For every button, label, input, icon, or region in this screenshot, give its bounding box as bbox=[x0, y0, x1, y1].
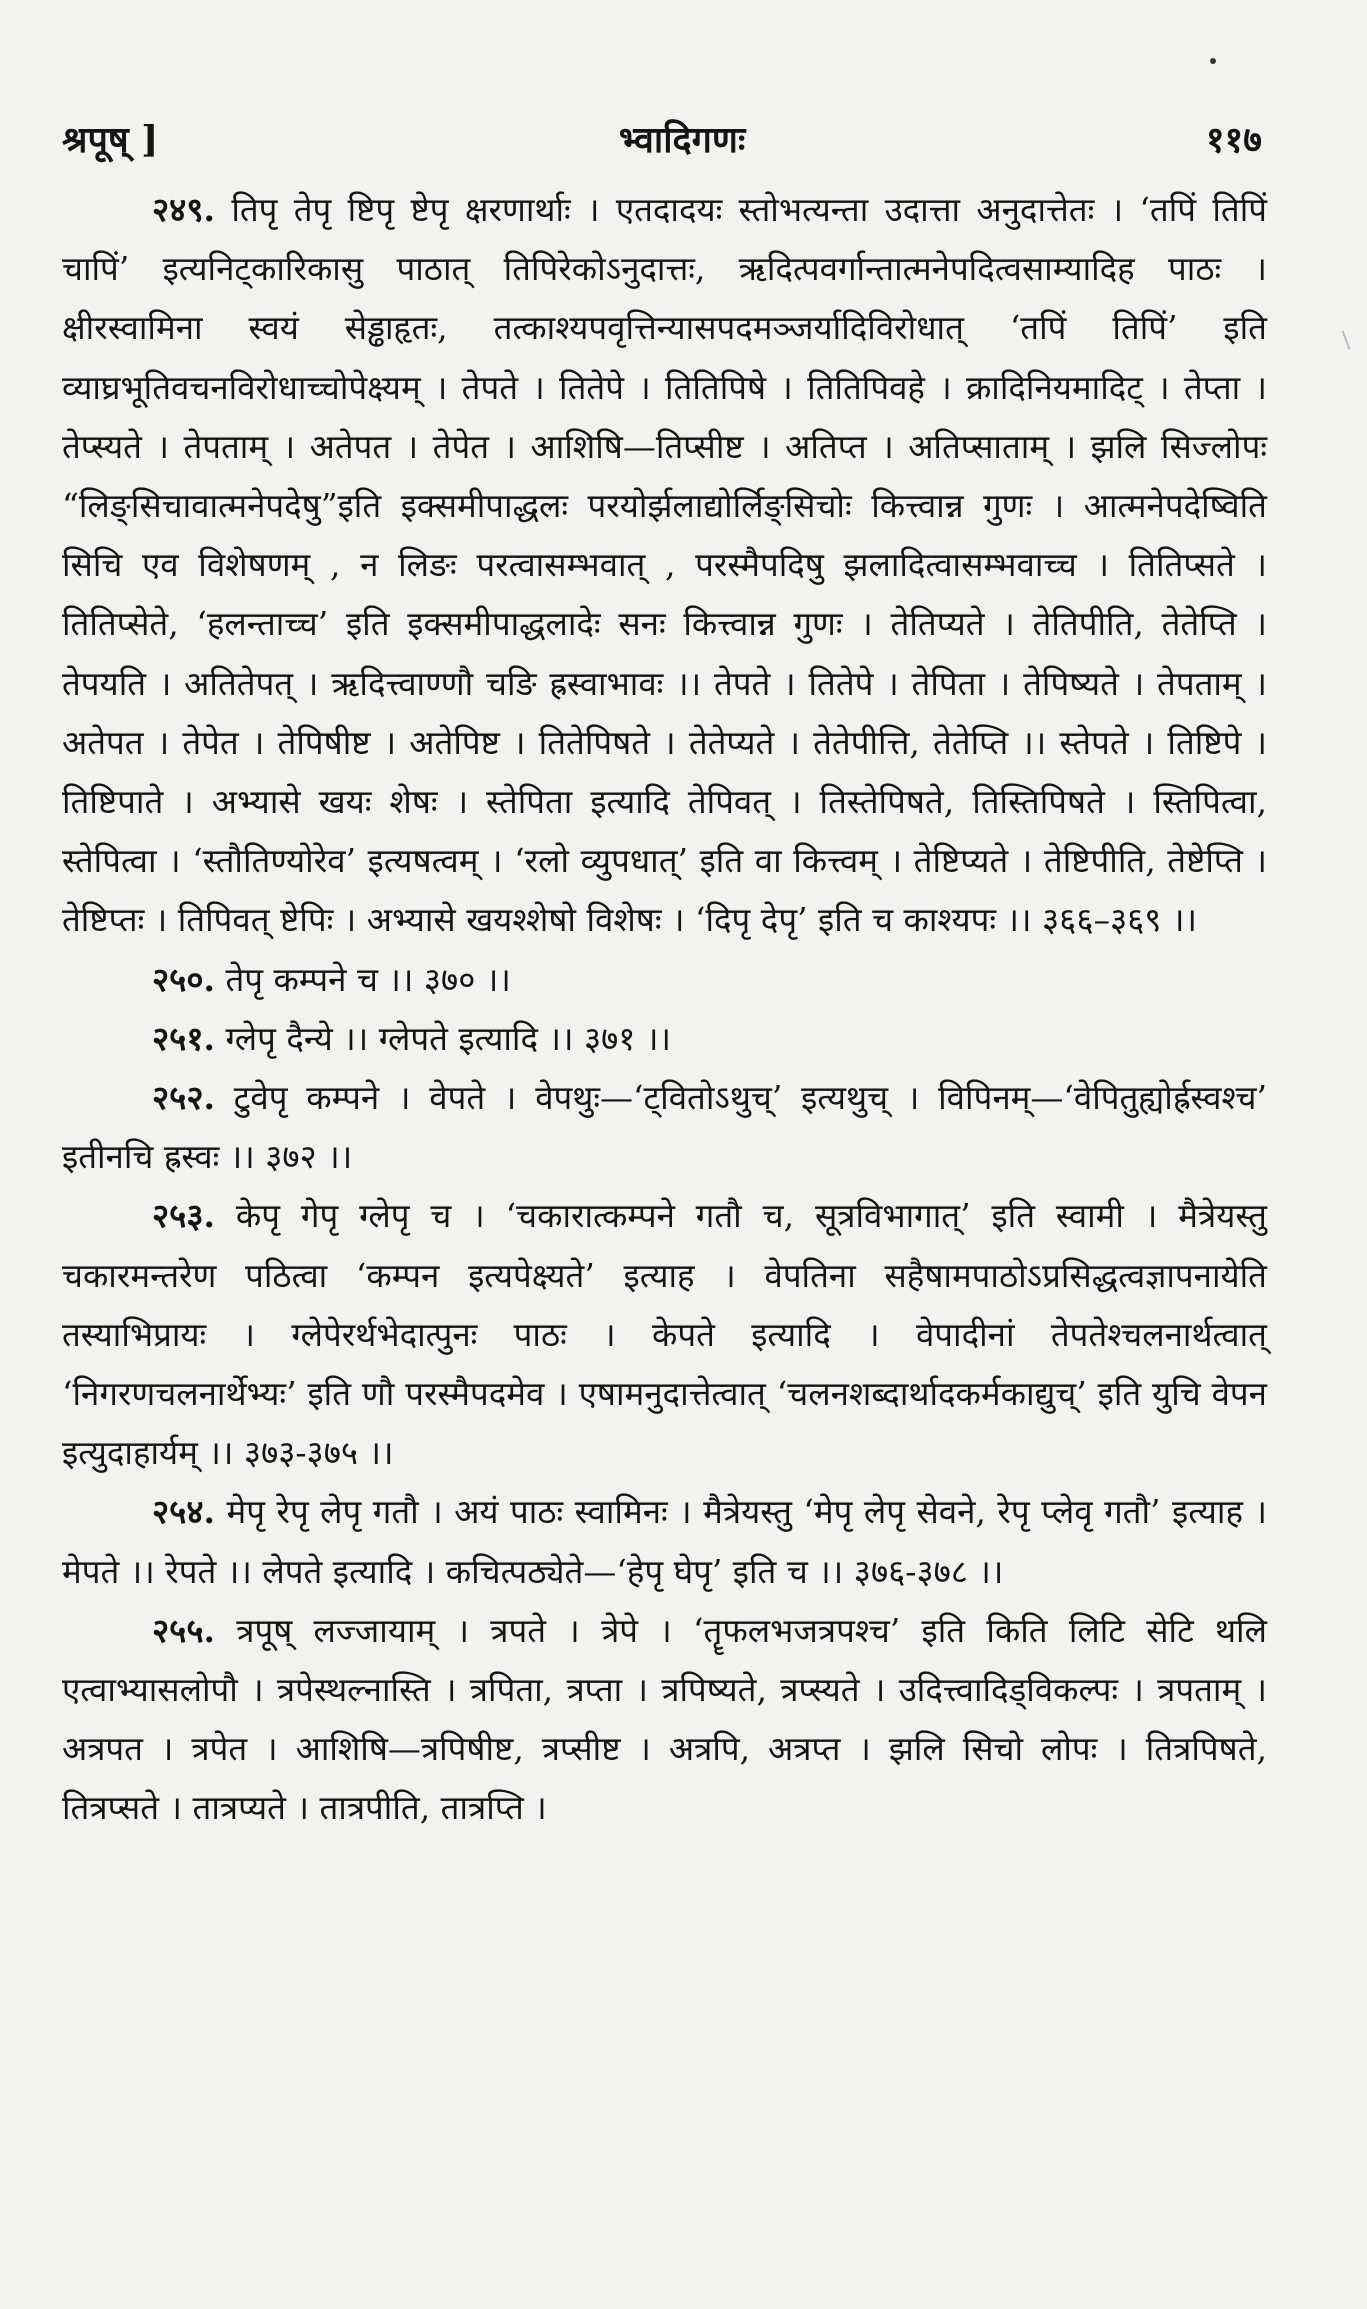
paragraph bbox=[62, 1009, 1267, 1068]
paragraph bbox=[62, 1186, 1267, 1482]
sutra-number: २४९. bbox=[152, 190, 215, 229]
page-number: ११७ bbox=[1205, 118, 1262, 161]
sutra-number: २५२. bbox=[152, 1078, 215, 1118]
paragraph bbox=[62, 1482, 1267, 1600]
ink-dot bbox=[1210, 58, 1216, 64]
sutra-number: २५०. bbox=[152, 959, 215, 999]
paragraph bbox=[62, 1601, 1267, 1838]
header-title: भ्वादिगणः bbox=[618, 118, 746, 161]
sutra-number: २५३. bbox=[152, 1196, 215, 1236]
header-left: श्रपूष् ] bbox=[62, 118, 159, 161]
sutra-number: २५५. bbox=[152, 1610, 215, 1650]
paragraph bbox=[62, 1068, 1267, 1186]
paragraph-text: मेपृ रेपृ लेपृ गतौ । अयं पाठः स्वामिनः । मैत्रेयस्तु ‘मेपृ लेपृ सेवने, रेपृ प्लेवृ गतौ’ इत्याह । मेपते ।। रेपते ।। लेपते इत्यादि । कचित्पठ्येते—‘हेपृ घेपृ’ इति च ।। ३७६-३७८ ।। bbox=[62, 1492, 1267, 1591]
paragraph-text: टुवेपृ कम्पने । वेपते । वेपथुः—‘ट्वितोऽथुच्’ इत्यथुच् । विपिनम्—‘वेपितुह्योर्ह्रस्वश्च’ इतीनचि ह्रस्वः ।। ३७२ ।। bbox=[62, 1078, 1267, 1177]
paragraph-text: तेपृ कम्पने च ।। ३७० ।। bbox=[225, 959, 511, 999]
paragraph bbox=[62, 950, 1267, 1009]
margin-mark bbox=[1342, 330, 1351, 349]
paragraph-text: तिपृ तेपृ ष्टिपृ ष्टेपृ क्षरणार्थाः । एतदादयः स्तोभत्यन्ता उदात्ता अनुदात्तेतः । ‘तपिं तिपिं चापिं’ इत्यनिट्कारिकासु पाठात् तिपिरेकोऽनुदात्तः, ऋदित्पवर्गान्तात्मनेपदित्वसाम्यादिह पाठः । क्षीरस्वामिना स्वयं सेड्ढाहृतः, तत्काश्यपवृत्तिन्यासपदमञ्जर्यादिविरोधात् ‘तपिं तिपिं’ इति व्याघ्रभूतिवचनविरोधाच्चोपेक्ष्यम् । तेपते । तितेपे । तितिपिषे । तितिपिवहे । क्रादिनियमादिट् । तेप्ता । तेप्स्यते । तेपताम् । अतेपत । तेपेत । आशिषि—तिप्सीष्ट । अतिप्त । अतिप्साताम् । झलि सिज्लोपः “लिङ्सिचावात्मनेपदेषु”इति इक्समीपाद्धलः परयोर्झलाद्योर्लिङ्सिचोः कित्त्वान्न गुणः । आत्मनेपदेष्विति सिचि एव विशेषणम् , न लिङः परत्वासम्भवात् , परस्मैपदिषु झलादित्वासम्भवाच्च । तितिप्सते । तितिप्सेते, ‘हलन्ताच्च’ इति इक्समीपाद्धलादेः सनः कित्त्वान्न गुणः । तेतिप्यते । तेतिपीति, तेतेप्ति । तेपयति । अतितेपत् । ऋदित्त्वाण्णौ चङि ह्रस्वाभावः ।। तेपते । तितेपे । तेपिता । तेपिष्यते । तेपताम् । अतेपत । तेपेत । तेपिषीष्ट । अतेपिष्ट । तितेपिषते । तेतेप्यते । तेतेपीत्ति, तेतेप्ति ।। स्तेपते । तिष्टिपे । तिष्टिपाते । अभ्यासे खयः शेषः । स्तेपिता इत्यादि तेपिवत् । तिस्तेपिषते, तिस्तिपिषते । स्तिपित्वा, स्तेपित्वा । ‘स्तौतिण्योरेव’ इत्यषत्वम् । ‘रलो व्युपधात्’ इति वा कित्त्वम् । तेष्टिप्यते । तेष्टिपीति, तेष्टेप्ति । तेष्टिप्तः । तिपिवत् ष्टेपिः । अभ्यासे खयश्शेषो विशेषः । ‘दिपृ देपृ’ इति च काश्यपः ।। ३६६–३६९ ।। bbox=[62, 190, 1267, 940]
running-header bbox=[62, 108, 1262, 168]
page-body bbox=[62, 180, 1267, 1838]
paragraph bbox=[62, 180, 1267, 950]
paragraph-text: केपृ गेपृ ग्लेपृ च । ‘चकारात्कम्पने गतौ च, सूत्रविभागात्’ इति स्वामी । मैत्रेयस्तु चकारमन्तरेण पठित्वा ‘कम्पन इत्यपेक्ष्यते’ इत्याह । वेपतिना सहैषामपाठोऽप्रसिद्धत्वज्ञापनायेति तस्याभिप्रायः । ग्लेपेरर्थभेदात्पुनः पाठः । केपते इत्यादि । वेपादीनां तेपतेश्चलनार्थत्वात् ‘निगरणचलनार्थेभ्यः’ इति णौ परस्मैपदमेव । एषामनुदात्तेत्वात् ‘चलनशब्दार्थादकर्मकाद्युच्’ इति युचि वेपन इत्युदाहार्यम् ।। ३७३-३७५ ।। bbox=[62, 1196, 1267, 1473]
paragraph-text: त्रपूष् लज्जायाम् । त्रपते । त्रेपे । ‘तॄफलभजत्रपश्च’ इति किति लिटि सेटि थलि एत्वाभ्यासलोपौ । त्रपेस्थल्नास्ति । त्रपिता, त्रप्ता । त्रपिष्यते, त्रप्स्यते । उदित्त्वादिड्विकल्पः । त्रपताम् । अत्रपत । त्रपेत । आशिषि—त्रपिषीष्ट, त्रप्सीष्ट । अत्रपि, अत्रप्त । झलि सिचो लोपः । तित्रपिषते, तित्रप्सते । तात्रप्यते । तात्रपीति, तात्रप्ति । bbox=[62, 1610, 1267, 1828]
paragraph-text: ग्लेपृ दैन्ये ।। ग्लेपते इत्यादि ।। ३७१ ।। bbox=[225, 1018, 671, 1058]
sutra-number: २५१. bbox=[152, 1018, 215, 1058]
sutra-number: २५४. bbox=[152, 1492, 215, 1532]
